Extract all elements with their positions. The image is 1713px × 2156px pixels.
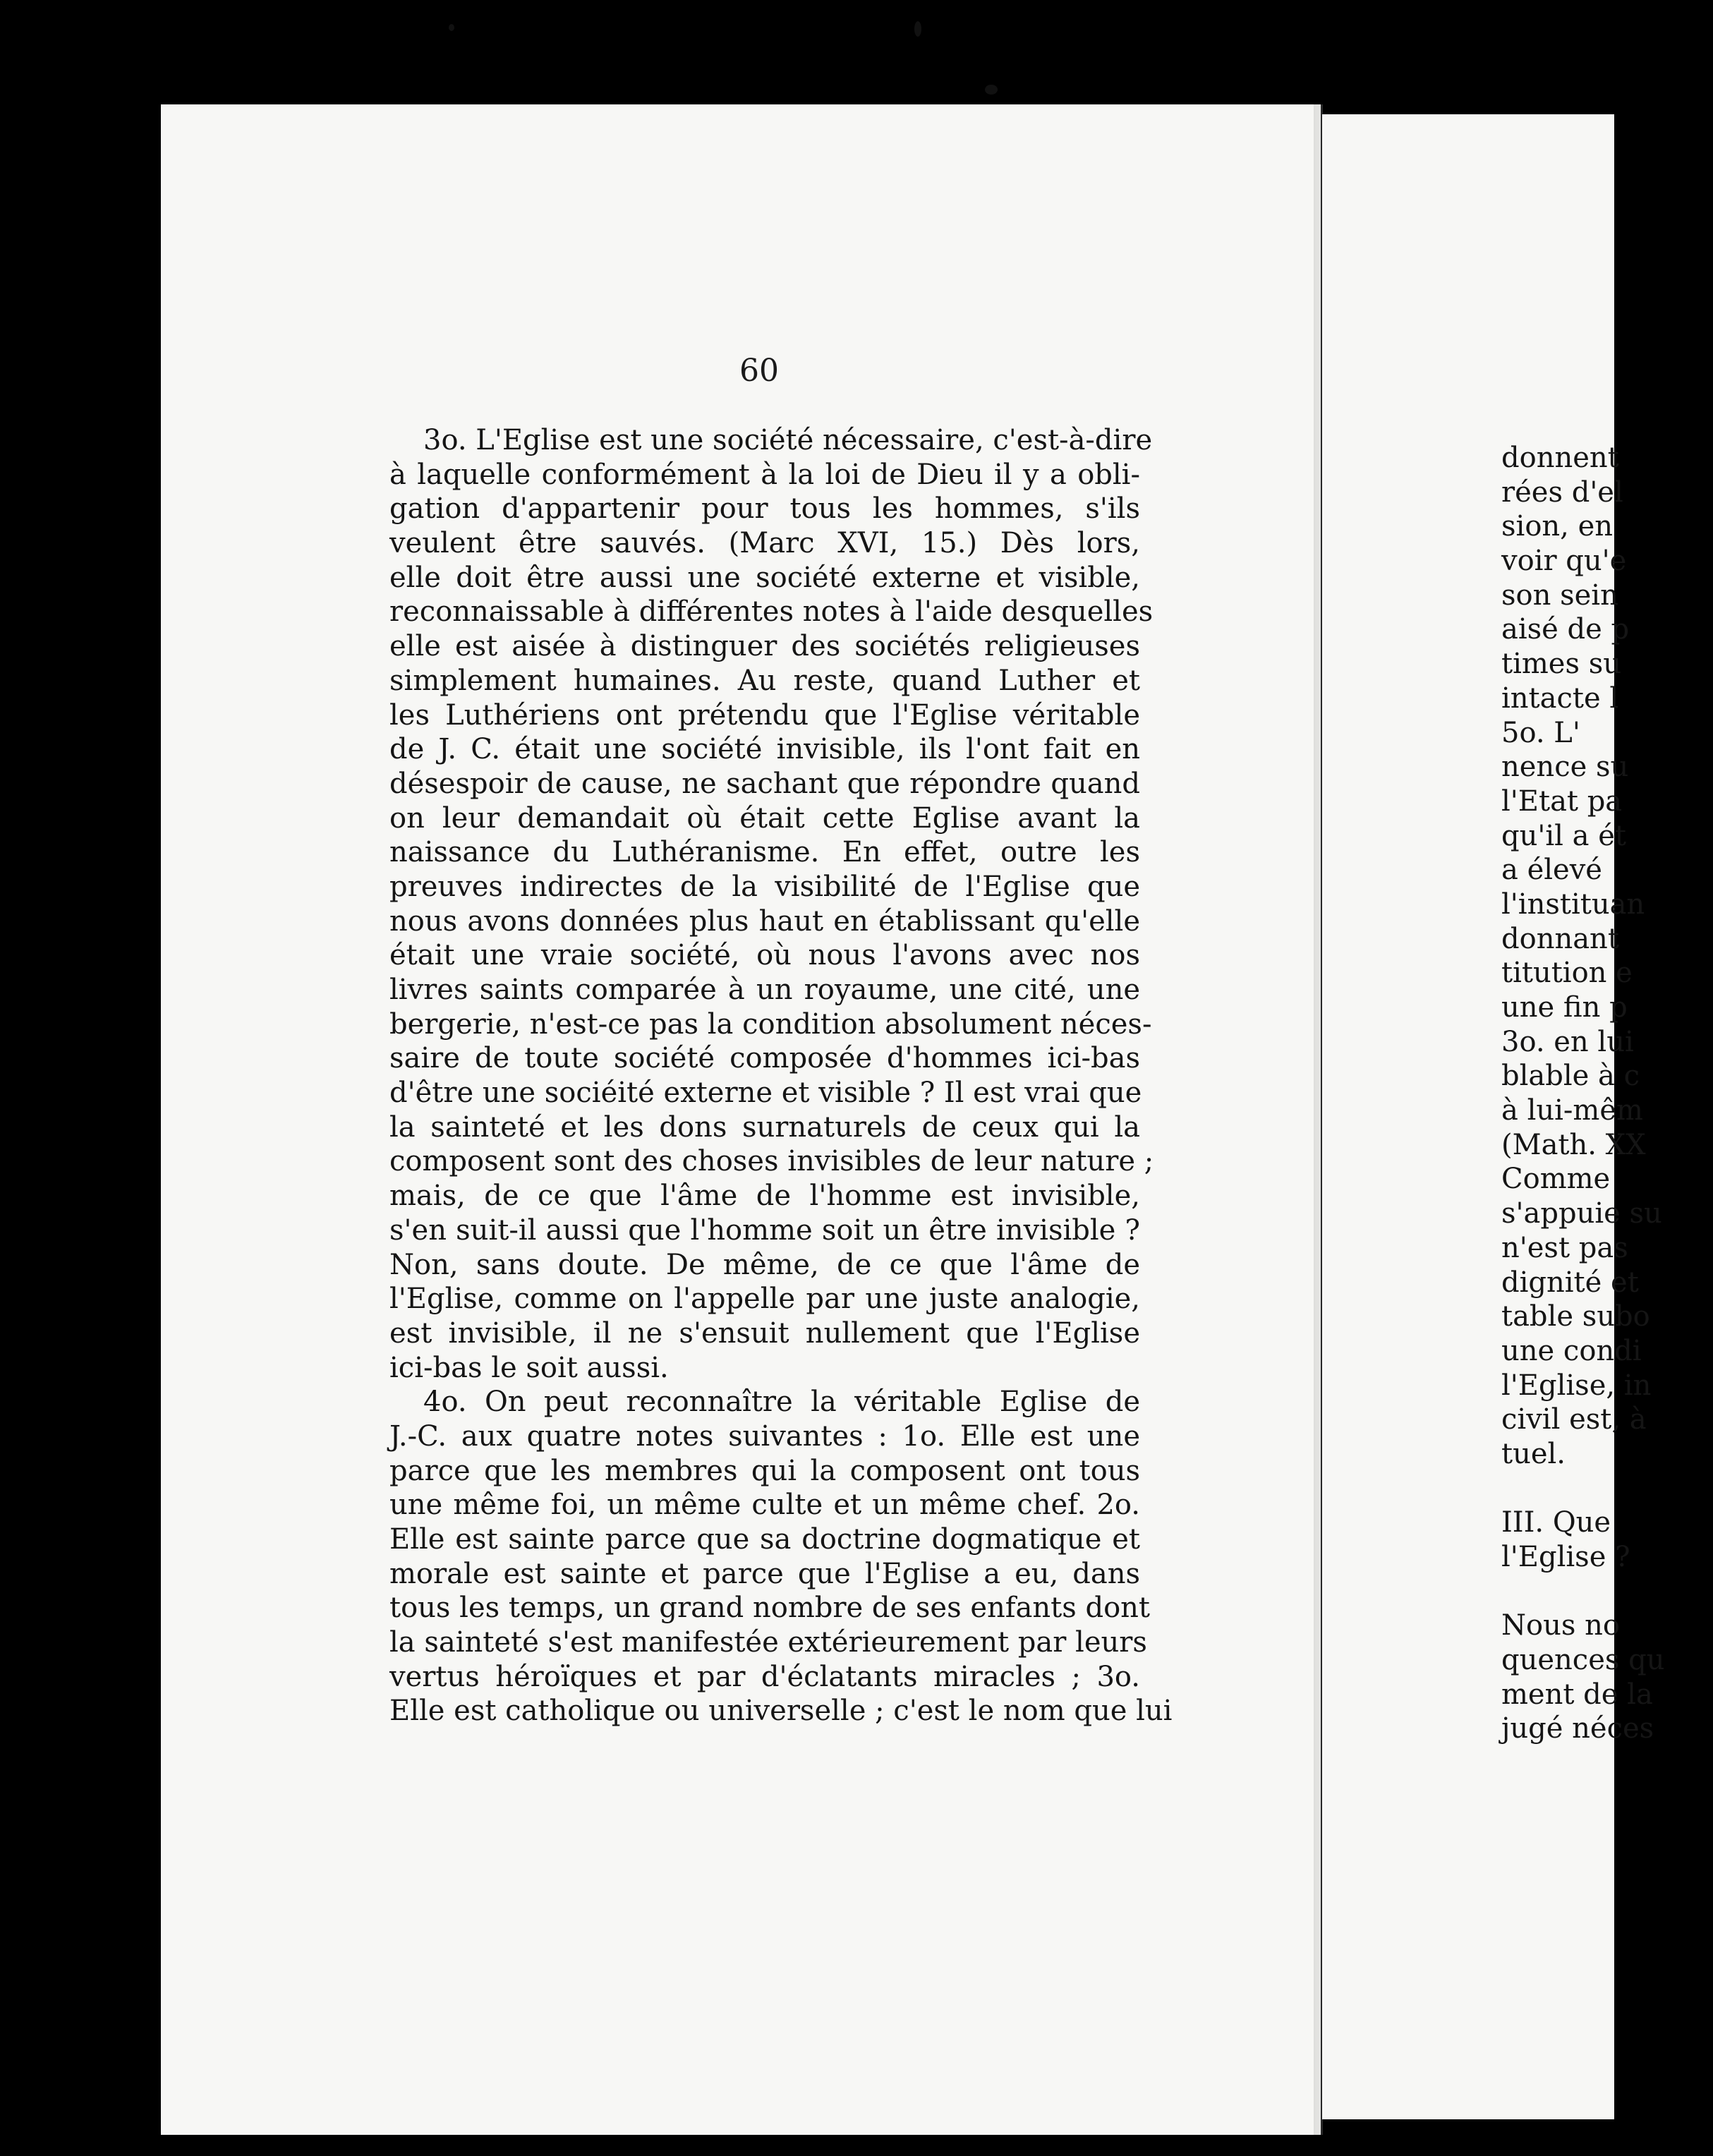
text-line: civil est, à xyxy=(1501,1403,1647,1436)
text-line: livres saints comparée à un royaume, une cité, une xyxy=(389,974,1140,1006)
text-line: l'Eglise, in xyxy=(1501,1369,1652,1402)
text-line: on leur demandait où était cette Eglise avant la xyxy=(389,801,1140,835)
text-line: ment de la xyxy=(1501,1678,1653,1711)
text-line: parce que les membres qui la composent ont tous xyxy=(389,1454,1140,1487)
text-line: les Luthériens ont prétendu que l'Eglise véritable xyxy=(389,698,1140,732)
text-line xyxy=(1501,1575,1713,1609)
text-line: l'Eglise, comme on l'appelle par une juste analogie, xyxy=(389,1283,1140,1316)
text-line: la sainteté s'est manifestée extérieurement par leurs xyxy=(389,1626,1147,1659)
text-line: III. Que xyxy=(1501,1506,1611,1539)
text-line: Elle est catholique ou universelle ; c'est le nom que lui xyxy=(389,1695,1173,1728)
left-page-text xyxy=(389,423,1173,1728)
text-line: l'Eglise ? xyxy=(1501,1541,1630,1573)
text-line: elle doit être aussi une société externe et visible, xyxy=(389,561,1140,594)
text-line: d'être une sociéité externe et visible ? Il est vrai que xyxy=(389,1077,1142,1110)
text-line: était une vraie société, où nous l'avons avec nos xyxy=(389,939,1140,972)
text-line: quences qu xyxy=(1501,1644,1665,1677)
text-line: son sein xyxy=(1501,579,1618,612)
text-line: 5o. L' xyxy=(1501,716,1580,749)
text-line: aisé de p xyxy=(1501,613,1630,646)
text-line xyxy=(1501,1472,1713,1506)
text-line: voir qu'e xyxy=(1501,545,1627,578)
text-line: reconnaissable à différentes notes à l'aide desquelles xyxy=(389,595,1154,629)
text-line: blable à c xyxy=(1501,1060,1640,1093)
page-number: 60 xyxy=(739,353,779,389)
text-line: Nous no xyxy=(1501,1609,1620,1642)
text-line: Non, sans doute. De même, de ce que l'âme de xyxy=(389,1248,1140,1281)
text-line: désespoir de cause, ne sachant que répondre quand xyxy=(389,767,1140,800)
text-line: elle est aisée à distinguer des sociétés religieuses xyxy=(389,630,1140,663)
text-line: mais, de ce que l'âme de l'homme est invisible, xyxy=(389,1180,1140,1213)
text-line: J.-C. aux quatre notes suivantes : 1o. Elle est une xyxy=(389,1419,1140,1453)
text-line: une fin p xyxy=(1501,991,1628,1024)
text-line: veulent être sauvés. (Marc XVI, 15.) Dès lors, xyxy=(389,527,1140,560)
text-line: titution e xyxy=(1501,957,1633,990)
text-line: a élevé xyxy=(1501,854,1602,887)
text-line: s'en suit-il aussi que l'homme soit un être invisible ? xyxy=(389,1213,1140,1247)
text-line: 4o. On peut reconnaître la véritable Eglise de xyxy=(423,1386,1140,1419)
text-line: s'appuie su xyxy=(1501,1197,1662,1230)
text-line: une condi xyxy=(1501,1334,1642,1367)
text-line: dignité et xyxy=(1501,1266,1639,1299)
dust-speck xyxy=(985,85,998,95)
dust-speck xyxy=(914,21,921,37)
text-line: est invisible, il ne s'ensuit nullement que l'Eglise xyxy=(389,1316,1140,1350)
text-line: morale est sainte et parce que l'Eglise a eu, dans xyxy=(389,1557,1140,1590)
text-line: à laquelle conformément à la loi de Dieu il y a obli- xyxy=(389,458,1140,491)
text-line: rées d'el xyxy=(1501,476,1623,509)
text-line: tous les temps, un grand nombre de ses enfants dont xyxy=(389,1592,1151,1625)
text-line: (Math. XX xyxy=(1501,1128,1646,1161)
text-line: simplement humaines. Au reste, quand Luther et xyxy=(389,664,1140,697)
text-line: naissance du Luthéranisme. En effet, outre les xyxy=(389,836,1140,869)
text-line: composent sont des choses invisibles de leur nature ; xyxy=(389,1145,1154,1178)
text-line: l'instituan xyxy=(1501,888,1645,921)
text-line: qu'il a ét xyxy=(1501,819,1626,852)
text-line: sion, en xyxy=(1501,510,1614,543)
text-line: à lui-mêm xyxy=(1501,1094,1643,1127)
text-line: bergerie, n'est-ce pas la condition absolument néces- xyxy=(389,1007,1152,1041)
text-line: 3o. L'Eglise est une société nécessaire, c'est-à-dire xyxy=(423,424,1153,456)
text-line: times su xyxy=(1501,648,1621,681)
text-line: tuel. xyxy=(1501,1437,1566,1470)
text-line: 3o. en lui xyxy=(1501,1025,1634,1058)
text-line: une même foi, un même culte et un même chef. 2o. xyxy=(389,1489,1140,1522)
text-line: la sainteté et les dons surnaturels de ceux qui la xyxy=(389,1110,1140,1144)
right-page-text xyxy=(1501,441,1713,1746)
text-line: n'est pas xyxy=(1501,1231,1628,1264)
text-line: intacte l xyxy=(1501,682,1619,715)
text-line: saire de toute société composée d'hommes ici-bas xyxy=(389,1042,1140,1075)
text-line: l'Etat pa xyxy=(1501,785,1623,818)
text-line: donnant xyxy=(1501,922,1619,955)
text-line: gation d'appartenir pour tous les hommes, s'ils xyxy=(389,492,1140,526)
text-line: nence su xyxy=(1501,751,1629,784)
text-line: jugé néces xyxy=(1501,1712,1654,1745)
text-line: preuves indirectes de la visibilité de l'Eglise que xyxy=(389,870,1140,903)
text-line: table subo xyxy=(1501,1300,1650,1333)
text-line: vertus héroïques et par d'éclatants miracles ; 3o. xyxy=(389,1660,1140,1693)
text-line: donnent xyxy=(1501,442,1619,474)
text-line: Elle est sainte parce que sa doctrine dogmatique et xyxy=(389,1523,1140,1556)
text-line: ici-bas le soit aussi. xyxy=(389,1351,669,1384)
text-line: nous avons données plus haut en établissant qu'elle xyxy=(389,904,1140,938)
right-page-clip xyxy=(1322,114,1665,2119)
text-line: de J. C. était une société invisible, ils l'ont fait en xyxy=(389,733,1140,766)
text-line: Comme xyxy=(1501,1163,1611,1196)
dust-speck xyxy=(449,24,454,31)
